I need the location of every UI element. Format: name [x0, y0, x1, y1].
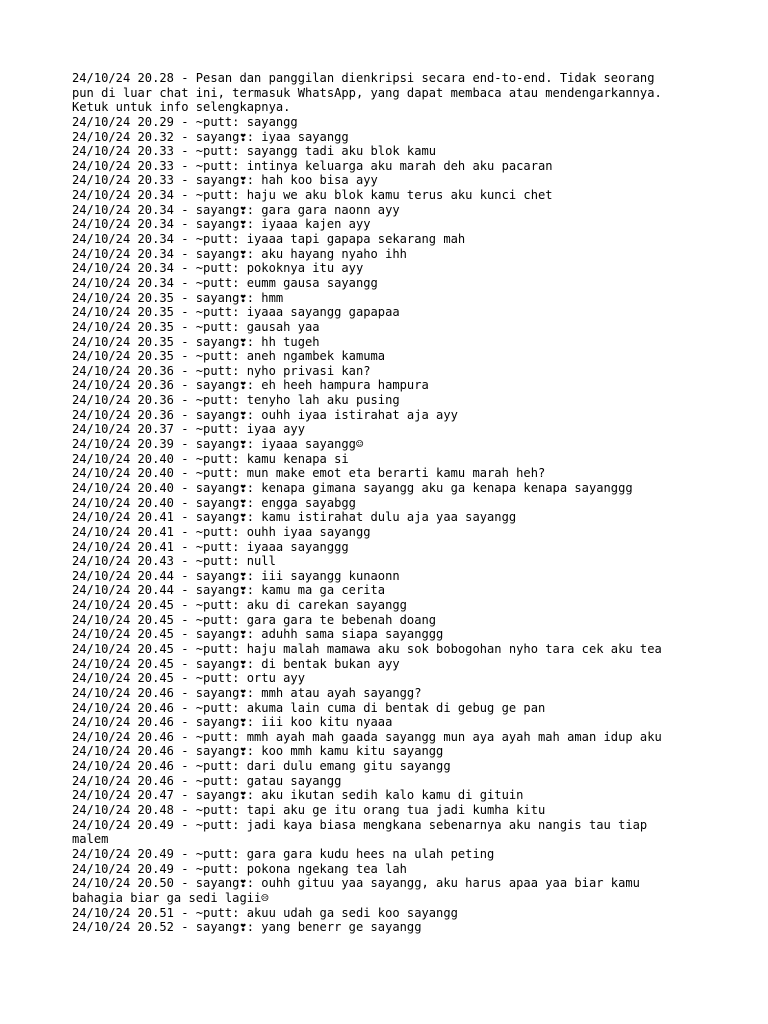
log-line: 24/10/24 20.34 - ~putt: haju we aku blok kamu terus aku kunci chet [72, 188, 553, 203]
log-line: 24/10/24 20.40 - ~putt: mun make emot eta berarti kamu marah heh? [72, 466, 546, 481]
log-line: 24/10/24 20.34 - ~putt: pokoknya itu ayy [72, 261, 364, 276]
log-line: 24/10/24 20.47 - sayang❣: aku ikutan sedih kalo kamu di gituin [72, 788, 524, 803]
log-line: 24/10/24 20.34 - ~putt: iyaaa tapi gapapa sekarang mah [72, 232, 466, 247]
log-line: 24/10/24 20.41 - ~putt: iyaaa sayanggg [72, 539, 349, 554]
log-line: 24/10/24 20.46 - sayang❣: iii koo kitu nyaaa [72, 715, 393, 730]
log-line: pun di luar chat ini, termasuk WhatsApp, yang dapat membaca atau mendengarkannya. [72, 85, 662, 100]
log-line: malem [72, 832, 109, 847]
log-line: 24/10/24 20.33 - ~putt: intinya keluarga aku marah deh aku pacaran [72, 158, 553, 173]
log-line: 24/10/24 20.36 - ~putt: tenyho lah aku pusing [72, 393, 400, 408]
log-line: 24/10/24 20.46 - ~putt: gatau sayangg [72, 773, 342, 788]
log-line: 24/10/24 20.36 - ~putt: nyho privasi kan? [72, 363, 371, 378]
log-line: 24/10/24 20.46 - sayang❣: mmh atau ayah sayangg? [72, 685, 422, 700]
log-line: 24/10/24 20.39 - sayang❣: iyaaa sayangg☺ [72, 437, 364, 452]
chat-export-document [72, 71, 712, 935]
log-line: 24/10/24 20.40 - ~putt: kamu kenapa si [72, 451, 349, 466]
log-line: 24/10/24 20.34 - sayang❣: iyaaa kajen ayy [72, 217, 371, 232]
log-line: 24/10/24 20.35 - sayang❣: hh tugeh [72, 334, 320, 349]
log-line: 24/10/24 20.46 - ~putt: akuma lain cuma di bentak di gebug ge pan [72, 700, 546, 715]
log-line: 24/10/24 20.34 - ~putt: eumm gausa sayangg [72, 275, 378, 290]
log-line: Ketuk untuk info selengkapnya. [72, 100, 291, 115]
log-line: 24/10/24 20.45 - ~putt: haju malah mamawa aku sok bobogohan nyho tara cek aku tea [72, 641, 662, 656]
log-line: 24/10/24 20.49 - ~putt: gara gara kudu hees na ulah peting [72, 846, 495, 861]
log-line: 24/10/24 20.43 - ~putt: null [72, 554, 276, 569]
log-line: 24/10/24 20.36 - sayang❣: eh heeh hampura hampura [72, 378, 429, 393]
log-line: 24/10/24 20.49 - ~putt: pokona ngekang tea lah [72, 861, 407, 876]
log-line: 24/10/24 20.35 - ~putt: iyaaa sayangg gapapaa [72, 305, 400, 320]
log-line: 24/10/24 20.45 - sayang❣: aduhh sama siapa sayanggg [72, 627, 444, 642]
log-line: 24/10/24 20.51 - ~putt: akuu udah ga sedi koo sayangg [72, 905, 458, 920]
log-line: 24/10/24 20.29 - ~putt: sayangg [72, 114, 298, 129]
log-line: 24/10/24 20.40 - sayang❣: engga sayabgg [72, 495, 356, 510]
log-line: 24/10/24 20.44 - sayang❣: kamu ma ga cerita [72, 583, 386, 598]
log-line: 24/10/24 20.33 - ~putt: sayangg tadi aku blok kamu [72, 144, 437, 159]
log-line: 24/10/24 20.46 - ~putt: mmh ayah mah gaada sayangg mun aya ayah mah aman idup aku [72, 729, 662, 744]
log-line: 24/10/24 20.37 - ~putt: iyaa ayy [72, 422, 305, 437]
log-line: 24/10/24 20.52 - sayang❣: yang benerr ge sayangg [72, 920, 422, 935]
log-line: 24/10/24 20.33 - sayang❣: hah koo bisa ayy [72, 173, 378, 188]
log-line: 24/10/24 20.46 - ~putt: dari dulu emang gitu sayangg [72, 759, 451, 774]
log-line: 24/10/24 20.45 - ~putt: aku di carekan sayangg [72, 598, 407, 613]
log-line: 24/10/24 20.45 - sayang❣: di bentak bukan ayy [72, 656, 400, 671]
log-line: 24/10/24 20.44 - sayang❣: iii sayangg kunaonn [72, 568, 400, 583]
log-line: 24/10/24 20.50 - sayang❣: ouhh gituu yaa sayangg, aku harus apaa yaa biar kamu [72, 876, 640, 891]
log-line: 24/10/24 20.35 - ~putt: aneh ngambek kamuma [72, 349, 386, 364]
log-line: 24/10/24 20.35 - ~putt: gausah yaa [72, 319, 320, 334]
log-line: 24/10/24 20.36 - sayang❣: ouhh iyaa istirahat aja ayy [72, 407, 458, 422]
log-line: 24/10/24 20.48 - ~putt: tapi aku ge itu orang tua jadi kumha kitu [72, 803, 546, 818]
log-line: 24/10/24 20.35 - sayang❣: hmm [72, 290, 284, 305]
log-line: 24/10/24 20.46 - sayang❣: koo mmh kamu kitu sayangg [72, 744, 444, 759]
log-line: 24/10/24 20.45 - ~putt: ortu ayy [72, 671, 305, 686]
log-line: 24/10/24 20.34 - sayang❣: gara gara naonn ayy [72, 202, 400, 217]
log-line: 24/10/24 20.41 - sayang❣: kamu istirahat dulu aja yaa sayangg [72, 510, 517, 525]
log-line: 24/10/24 20.45 - ~putt: gara gara te bebenah doang [72, 612, 437, 627]
log-line: 24/10/24 20.49 - ~putt: jadi kaya biasa mengkana sebenarnya aku nangis tau tiap [72, 817, 648, 832]
log-line: bahagia biar ga sedi lagii☹ [72, 890, 269, 905]
log-line: 24/10/24 20.32 - sayang❣: iyaa sayangg [72, 129, 349, 144]
log-line: 24/10/24 20.40 - sayang❣: kenapa gimana sayangg aku ga kenapa kenapa sayanggg [72, 480, 633, 495]
log-line: 24/10/24 20.28 - Pesan dan panggilan dienkripsi secara end-to-end. Tidak seorang [72, 71, 655, 85]
log-line: 24/10/24 20.34 - sayang❣: aku hayang nyaho ihh [72, 246, 407, 261]
log-line: 24/10/24 20.41 - ~putt: ouhh iyaa sayangg [72, 524, 371, 539]
